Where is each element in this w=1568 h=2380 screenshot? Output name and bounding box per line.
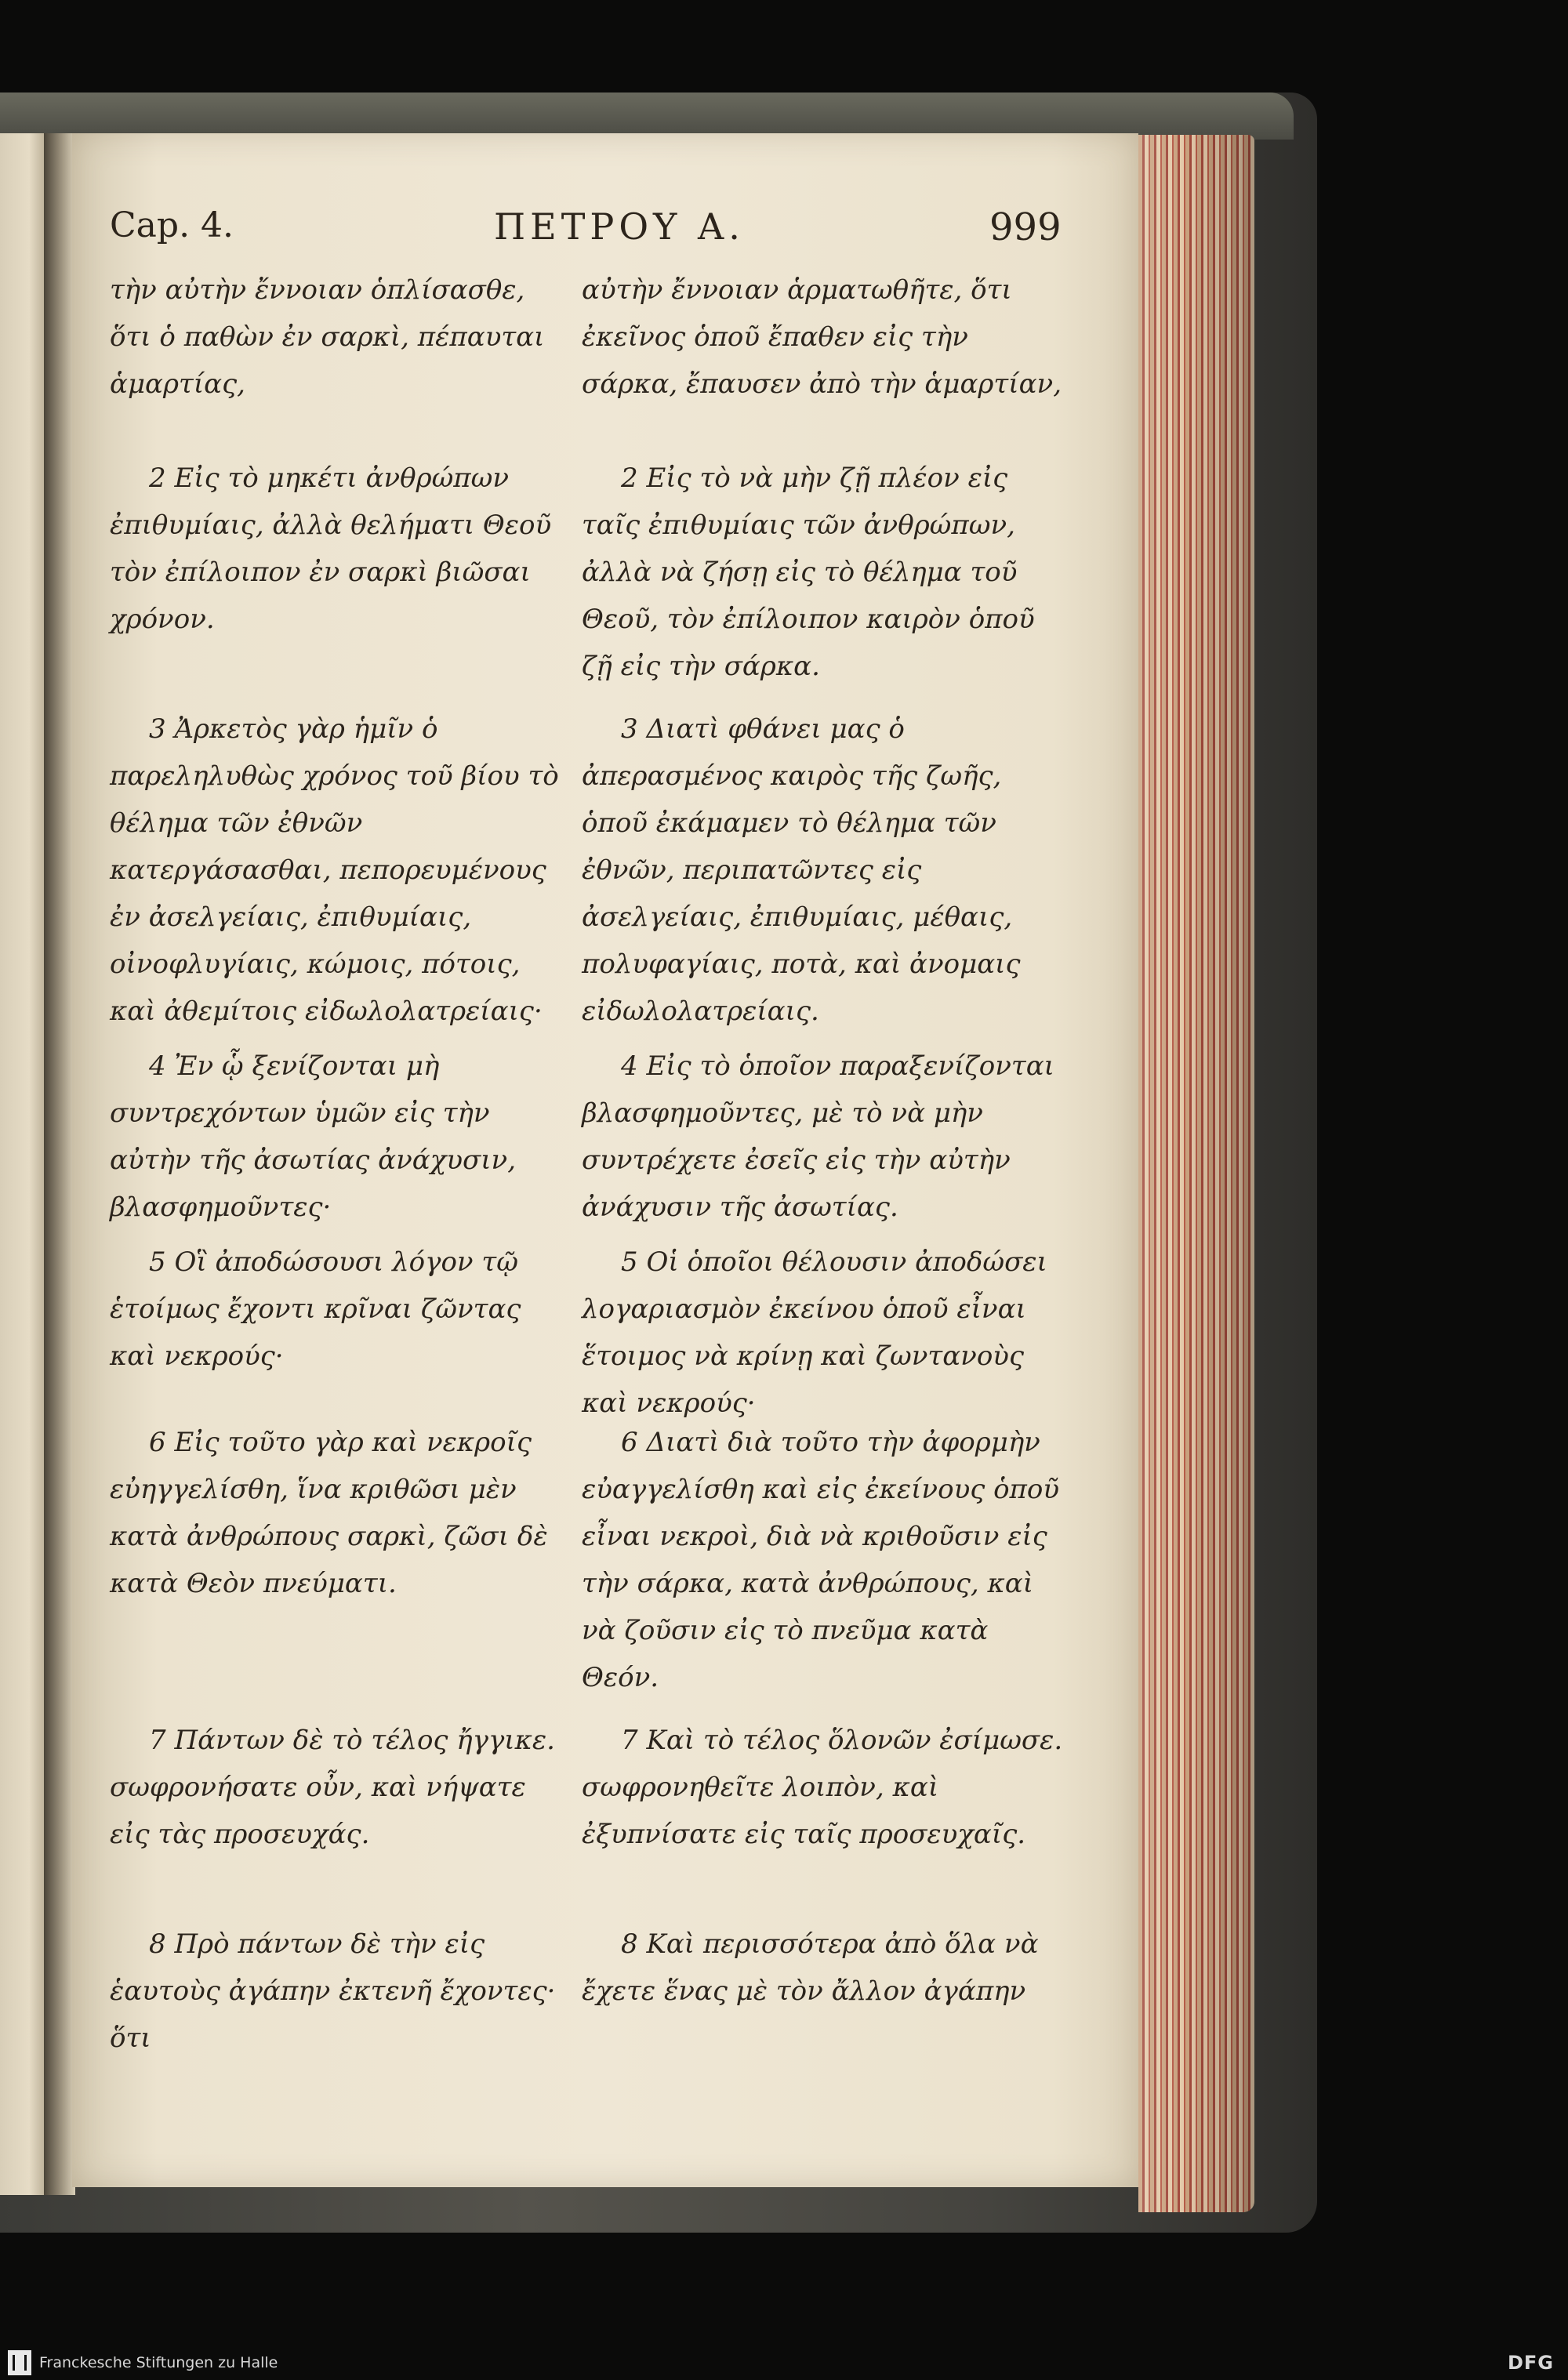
right-verse-2: 2 Εἰς τὸ νὰ μὴν ζῇ πλέον εἰς ταῖς ἐπιθυμίαις τῶν ἀνθρώπων, ἀλλὰ νὰ ζήσῃ εἰς τὸ θέλημα τοῦ Θεοῦ, τὸν ἐπίλοιπον καιρὸν ὁποῦ ζῇ εἰς τὴν σάρκα. [582, 463, 1035, 682]
left-verse-1: τὴν αὐτὴν ἔννοιαν ὁπλίσασθε, ὅτι ὁ παθὼν ἐν σαρκὶ, πέπαυται ἁμαρτίας, [110, 274, 545, 400]
right-verse-8: 8 Καὶ περισσότερα ἀπὸ ὅλα νὰ ἔχετε ἕνας μὲ τὸν ἄλλον ἀγάπην [582, 1928, 1039, 2007]
left-verse-5: 5 Οἳ ἀποδώσουσι λόγον τῷ ἑτοίμως ἔχοντι κρῖναι ζῶντας καὶ νεκρούς· [110, 1246, 521, 1372]
right-verse-7: 7 Καὶ τὸ τέλος ὅλονῶν ἐσίμωσε. σωφρονηθεῖτε λοιπὸν, καὶ ἐξυπνίσατε εἰς ταῖς προσευχαῖς. [582, 1725, 1063, 1850]
left-verse-6: 6 Εἰς τοῦτο γὰρ καὶ νεκροῖς εὐηγγελίσθη, ἵνα κριθῶσι μὲν κατὰ ἀνθρώπους σαρκὶ, ζῶσι δὲ κατὰ Θεὸν πνεύματι. [110, 1427, 548, 1599]
right-verse-5: 5 Οἱ ὁποῖοι θέλουσιν ἀποδώσει λογαριασμὸν ἐκείνου ὁποῦ εἶναι ἕτοιμος νὰ κρίνῃ καὶ ζωντανοὺς καὶ νεκρούς· [582, 1246, 1047, 1419]
institution-name: Franckesche Stiftungen zu Halle [39, 2354, 278, 2371]
facing-page-edge [0, 133, 49, 2195]
right-verse-3: 3 Διατὶ φθάνει μας ὁ ἀπερασμένος καιρὸς τῆς ζωῆς, ὁποῦ ἐκάμαμεν τὸ θέλημα τῶν ἐθνῶν, περιπατῶντες εἰς ἀσελγείαις, ἐπιθυμίαις, μέθαις, πολυφαγίαις, ποτὰ, καὶ ἀνομαις εἰδωλολατρείαις. [582, 713, 1021, 1027]
left-verse-8: 8 Πρὸ πάντων δὲ τὴν εἰς ἑαυτοὺς ἀγάπην ἐκτενῆ ἔχοντες· ὅτι [110, 1928, 556, 2054]
book-gutter [44, 133, 75, 2195]
book-title-heading: ΠΕΤΡΟΥ Α. [494, 205, 745, 248]
left-verse-2: 2 Εἰς τὸ μηκέτι ἀνθρώπων ἐπιθυμίαις, ἀλλὰ θελήματι Θεοῦ τὸν ἐπίλοιπον ἐν σαρκὶ βιῶσαι χρόνον. [110, 463, 552, 635]
right-verse-4: 4 Εἰς τὸ ὁποῖον παραξενίζονται βλασφημοῦντες, μὲ τὸ νὰ μὴν συντρέχετε ἐσεῖς εἰς τὴν αὐτὴν ἀνάχυσιν τῆς ἀσωτίας. [582, 1050, 1054, 1223]
left-verse-4: 4 Ἐν ᾧ ξενίζονται μὴ συντρεχόντων ὑμῶν εἰς τὴν αὐτὴν τῆς ἀσωτίας ἀνάχυσιν, βλασφημοῦντες· [110, 1050, 517, 1223]
book-cover-head [0, 93, 1294, 140]
footer-institution [8, 2349, 278, 2377]
chapter-heading: Cap. 4. [110, 205, 234, 245]
fsh-emblem-icon [8, 2350, 31, 2375]
page-fore-edge-shade [1138, 135, 1254, 2212]
page-number: 999 [989, 205, 1062, 249]
right-verse-6: 6 Διατὶ διὰ τοῦτο τὴν ἀφορμὴν εὐαγγελίσθη καὶ εἰς ἐκείνους ὁποῦ εἶναι νεκροὶ, διὰ νὰ κριθοῦσιν εἰς τὴν σάρκα, κατὰ ἀνθρώπους, καὶ νὰ ζοῦσιν εἰς τὸ πνεῦμα κατὰ Θεόν. [582, 1427, 1060, 1693]
dfg-logo: DFG [1507, 2352, 1554, 2374]
right-verse-1: αὐτὴν ἔννοιαν ἁρματωθῆτε, ὅτι ἐκεῖνος ὁποῦ ἔπαθεν εἰς τὴν σάρκα, ἔπαυσεν ἀπὸ τὴν ἁμαρτίαν, [582, 274, 1062, 400]
left-verse-3: 3 Ἀρκετὸς γὰρ ἡμῖν ὁ παρεληλυθὼς χρόνος τοῦ βίου τὸ θέλημα τῶν ἐθνῶν κατεργάσασθαι, πεπορευμένους ἐν ἀσελγείαις, ἐπιθυμίαις, οἰνοφλυγίαις, κώμοις, πότοις, καὶ ἀθεμίτοις εἰδωλολατρείαις· [110, 713, 559, 1027]
left-verse-7: 7 Πάντων δὲ τὸ τέλος ἤγγικε. σωφρονήσατε οὖν, καὶ νήψατε εἰς τὰς προσευχάς. [110, 1725, 555, 1850]
